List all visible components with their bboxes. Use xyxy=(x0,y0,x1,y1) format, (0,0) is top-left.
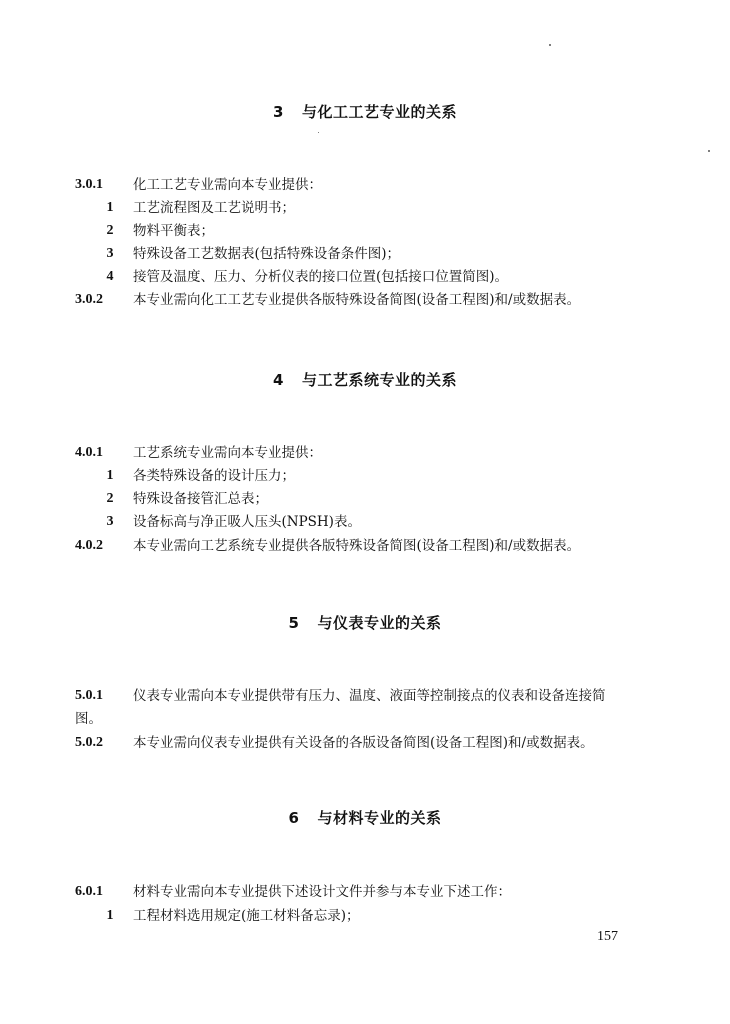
clause-text: 本专业需向化工工艺专业提供各版特殊设备简图(设备工程图)和/或数据表。 xyxy=(133,292,581,308)
item-text: 特殊设备工艺数据表(包括特殊设备条件图)； xyxy=(133,246,401,262)
clause-text: 材料专业需向本专业提供下述设计文件并参与本专业下述工作： xyxy=(133,884,511,900)
section-3-title: 与化工工艺专业的关系 xyxy=(301,103,457,121)
item-text: 设备标高与净正吸人压头(NPSH)表。 xyxy=(133,514,361,530)
item-number: 3 xyxy=(106,514,114,529)
item-number: 2 xyxy=(106,223,114,238)
item-number: 3 xyxy=(106,246,114,261)
section-3-heading xyxy=(0,101,730,122)
clause-number: 4.0.2 xyxy=(75,538,103,553)
clause-text: 工艺系统专业需向本专业提供： xyxy=(133,445,322,461)
clause-number: 5.0.1 xyxy=(75,688,103,703)
clause-text: 本专业需向工艺系统专业提供各版特殊设备简图(设备工程图)和/或数据表。 xyxy=(133,538,581,554)
item-number: 1 xyxy=(106,468,114,483)
clause-number: 3.0.2 xyxy=(75,292,103,307)
clause-number: 5.0.2 xyxy=(75,735,103,750)
scan-speck xyxy=(318,132,319,133)
item-number: 4 xyxy=(106,269,114,284)
section-4-heading xyxy=(0,369,730,390)
section-5-title: 与仪表专业的关系 xyxy=(317,614,442,632)
section-6-heading xyxy=(0,807,730,828)
item-text: 各类特殊设备的设计压力； xyxy=(133,468,295,484)
clause-text: 本专业需向仪表专业提供有关设备的各版设备简图(设备工程图)和/或数据表。 xyxy=(133,735,594,751)
item-number: 1 xyxy=(106,908,114,923)
clause-number: 4.0.1 xyxy=(75,445,103,460)
clause-text: 化工工艺专业需向本专业提供： xyxy=(133,177,322,193)
section-4-number: 4 xyxy=(273,371,284,389)
scan-speck xyxy=(708,150,710,152)
scan-speck xyxy=(549,44,551,46)
item-text: 接管及温度、压力、分析仪表的接口位置(包括接口位置简图)。 xyxy=(133,269,509,285)
item-text: 物料平衡表； xyxy=(133,223,214,239)
clause-number: 6.0.1 xyxy=(75,884,103,899)
section-5-number: 5 xyxy=(288,614,300,632)
section-4-title: 与工艺系统专业的关系 xyxy=(301,371,457,389)
section-5-heading xyxy=(0,612,730,633)
page-number: 157 xyxy=(597,929,618,944)
clause-number: 3.0.1 xyxy=(75,177,103,192)
section-3-number: 3 xyxy=(273,103,284,121)
item-number: 2 xyxy=(106,491,114,506)
item-text: 工艺流程图及工艺说明书； xyxy=(133,200,295,216)
item-number: 1 xyxy=(106,200,114,215)
clause-text: 仪表专业需向本专业提供带有压力、温度、液面等控制接点的仪表和设备连接简 xyxy=(133,688,606,704)
section-6-number: 6 xyxy=(288,809,300,827)
item-text: 工程材料选用规定(施工材料备忘录)； xyxy=(133,908,360,924)
item-text: 特殊设备接管汇总表； xyxy=(133,491,268,507)
continuation-text: 图。 xyxy=(75,711,102,727)
section-6-title: 与材料专业的关系 xyxy=(317,809,442,827)
